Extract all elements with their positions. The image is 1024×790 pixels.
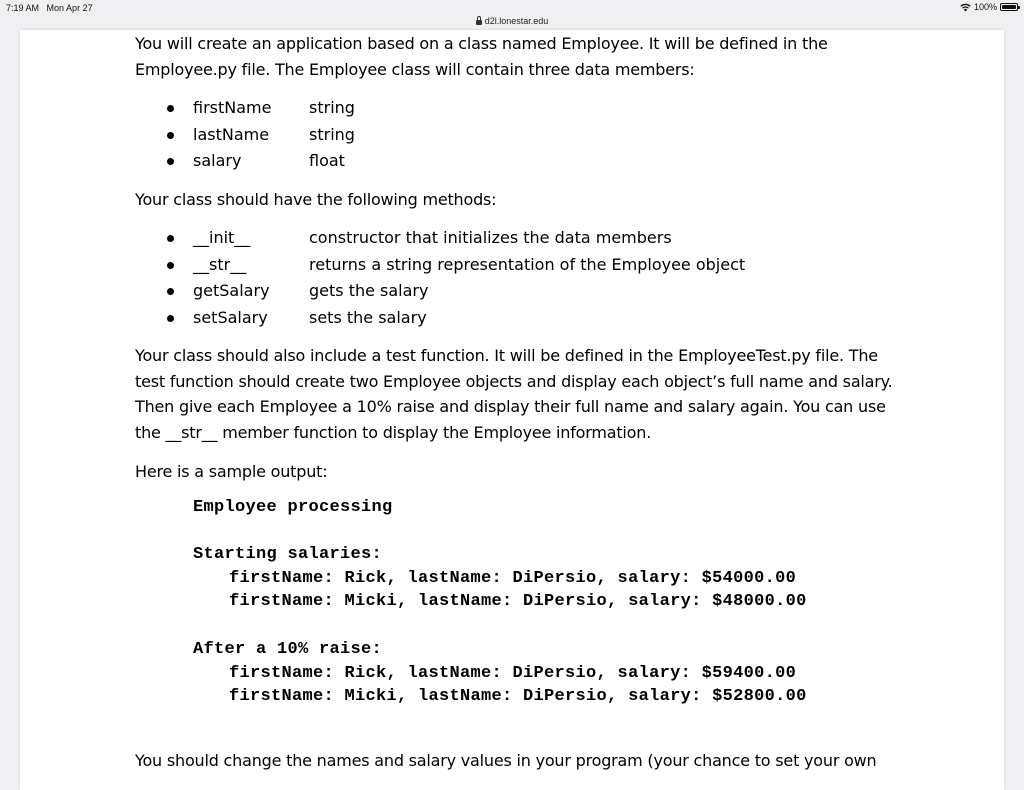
bullet-icon (167, 262, 174, 269)
intro-paragraph: You will create an application based on a class named Employee. It will be defined in the Employee.py file. The Employee class will contain three data members: (135, 34, 828, 79)
sample-output-line: firstName: Rick, lastName: DiPersio, salary: $59400.00 (229, 664, 797, 683)
wifi-icon (960, 3, 971, 12)
sample-intro: Here is a sample output: (135, 462, 328, 481)
sample-output-line: firstName: Micki, lastName: DiPersio, salary: $52800.00 (229, 687, 807, 706)
closing-paragraph: You should change the names and salary values in your program (your chance to set your own (135, 751, 877, 770)
method-name: __str__ (193, 254, 247, 274)
member-type: float (309, 151, 345, 170)
member-name: firstName (193, 98, 272, 117)
bullet-icon (167, 158, 174, 165)
method-description: sets the salary (309, 307, 427, 327)
method-name: getSalary (193, 281, 270, 300)
bullet-icon (167, 235, 174, 242)
bullet-icon (167, 315, 174, 322)
lock-icon (476, 20, 482, 25)
address-bar[interactable] (0, 12, 1024, 30)
method-description: gets the salary (309, 281, 429, 300)
sample-output-line: firstName: Micki, lastName: DiPersio, salary: $48000.00 (229, 592, 807, 611)
starting-salaries-label: Starting salaries: (193, 545, 383, 564)
method-description: returns a string representation of the Employee object (309, 254, 746, 274)
battery-icon (1000, 3, 1018, 11)
method-name: setSalary (193, 307, 268, 327)
status-time-value: 7:19 AM (6, 3, 40, 13)
bullet-icon (167, 288, 174, 295)
status-date: Mon Apr 27 (46, 3, 93, 13)
method-name: __init__ (193, 228, 251, 247)
sample-output-line: firstName: Rick, lastName: DiPersio, salary: $54000.00 (229, 569, 797, 588)
member-name: salary (193, 151, 242, 170)
battery-percent: 100% (973, 2, 997, 12)
after-raise-label: After a 10% raise: (193, 640, 383, 659)
bullet-icon (167, 105, 174, 112)
bullet-icon (167, 132, 174, 139)
methods-intro: Your class should have the following methods: (135, 190, 497, 209)
method-description: constructor that initializes the data members (309, 228, 672, 247)
status-indicators (960, 2, 1018, 12)
member-name: lastName (193, 124, 270, 144)
member-type: string (309, 98, 355, 117)
url-text[interactable]: d2l.lonestar.edu (484, 16, 549, 26)
member-type: string (309, 124, 355, 144)
sample-output-heading: Employee processing (193, 498, 393, 517)
document-page (20, 30, 1004, 790)
test-function-paragraph: Your class should also include a test function. It will be defined in the EmployeeTest.py file. The test function should create two Employee objects and display each object’s full name and salary. Then give each Employee a 10% raise and display their full name and salary again. You can use the __str__ member function to display the Employee information. (135, 346, 893, 442)
